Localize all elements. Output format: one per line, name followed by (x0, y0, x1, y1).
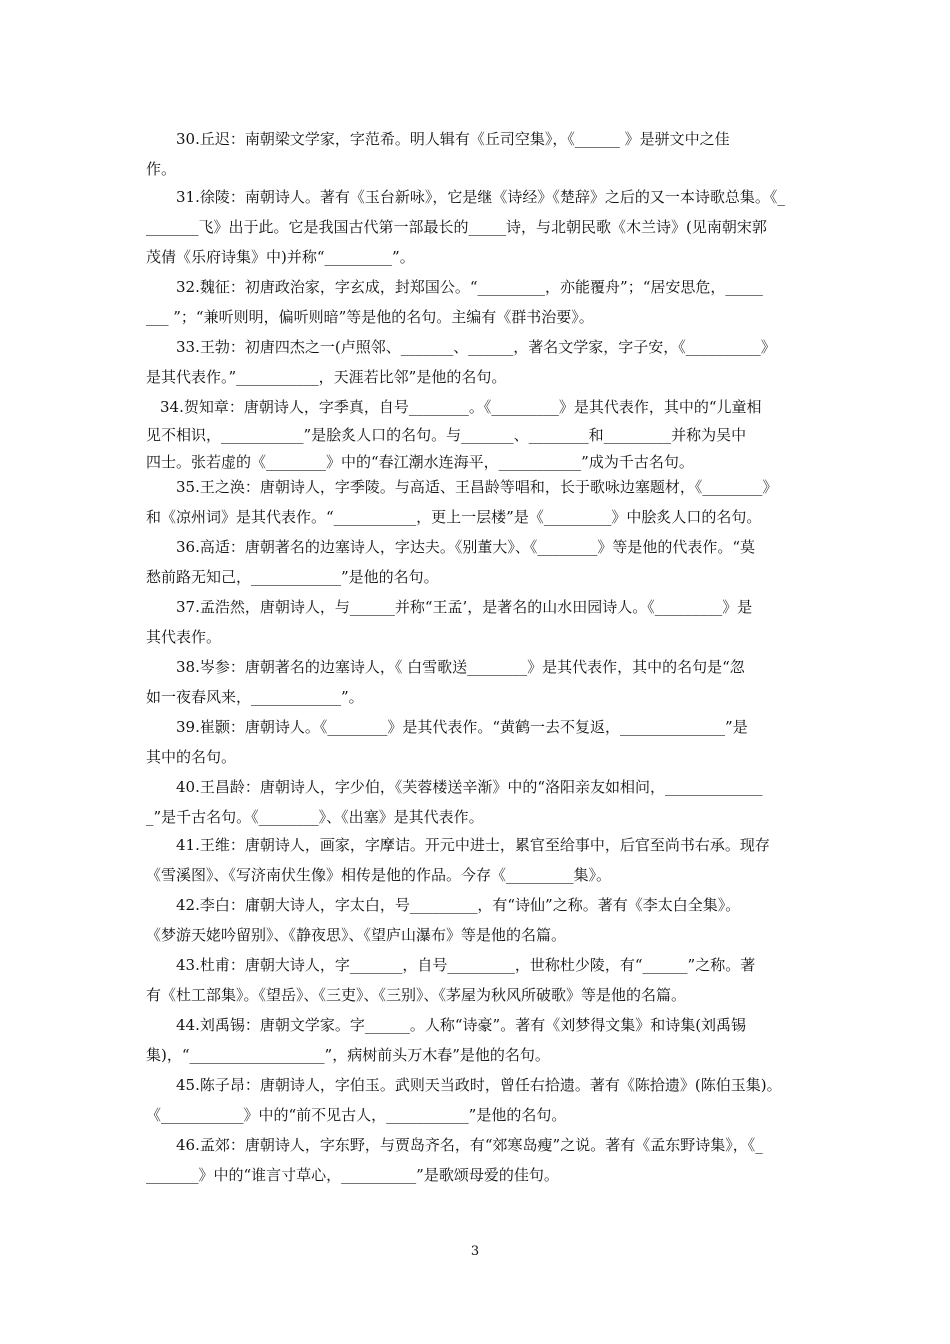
entry-text-line: 41.王维：唐朝诗人，画家，字摩诘。开元中进士，累官至给事中，后官至尚书右承。现存 (176, 836, 770, 854)
entry-text-line: 43.杜甫：唐朝大诗人，字_______，自号_________，世称杜少陵，有“______”之称。著 (176, 956, 756, 974)
entry-text-line: 和《凉州词》是其代表作。“___________，更上一层楼”是《_________》中脍炙人口的名句。 (146, 508, 762, 526)
entry-text-line: 如一夜春风来，____________”。 (146, 688, 364, 706)
entry-text-line: 35.王之涣：唐朝诗人，字季陵。与高适、王昌龄等唱和，长于歌咏边塞题材，《________》 (176, 478, 778, 496)
entry-text-line: 37.孟浩然，唐朝诗人，与______并称“王孟’，是著名的山水田园诗人。《_________》是 (176, 598, 753, 616)
entry-text-line: 40.王昌龄：唐朝诗人，字少伯，《芙蓉楼送辛渐》中的“洛阳亲友如相问，_____________ (176, 778, 763, 796)
entry-text-line: 作。 (146, 160, 177, 178)
entry-text-line: 46.孟郊：唐朝诗人，字东野，与贾岛齐名，有“郊寒岛瘦”之说。著有《孟东野诗集》，《_ (176, 1136, 763, 1154)
entry-text-line: 四士。张若虚的《________》中的“春江潮水连海平，___________”成为千古名句。 (146, 453, 694, 471)
entry-text-line: 愁前路无知己，____________”是他的名句。 (146, 568, 439, 586)
entry-text-line: 45.陈子昂：唐朝诗人，字伯玉。武则天当政时，曾任右拾遗。著有《陈拾遗》(陈伯玉集)。 (176, 1076, 782, 1094)
entry-text-line: 茂倩《乐府诗集》中)并称“_________”。 (146, 248, 415, 266)
entry-text-line: 有《杜工部集》。《望岳》、《三吏》、《三别》、《茅屋为秋风所破歌》等是他的名篇。 (146, 986, 687, 1004)
entry-text-line: _”是千古名句。《________》、《出塞》是其代表作。 (146, 808, 484, 826)
entry-text-line: 39.崔颢：唐朝诗人。《________》是其代表作。“黄鹤一去不复返，______________”是 (176, 718, 748, 736)
entry-text-line: 《雪溪图》、《写济南伏生像》相传是他的作品。今存《_________集》。 (146, 866, 612, 884)
entry-text-line: 44.刘禹锡：唐朝文学家。字______。人称“诗豪”。著有《刘梦得文集》和诗集(刘禹锡 (176, 1016, 747, 1034)
entry-text-line: 集)，“__________________”，病树前头万木春”是他的名句。 (146, 1046, 550, 1064)
entry-text-line: 38.岑参：唐朝著名的边塞诗人，《 白雪歌送________》是其代表作，其中的名句是“忽 (176, 658, 745, 676)
entry-text-line: 见不相识，___________”是脍炙人口的名句。与_______、________和_________并称为吴中 (146, 426, 747, 444)
entry-text-line: _______飞》出于此。它是我国古代第一部最长的_____诗，与北朝民歌《木兰诗》(见南朝宋郭 (146, 218, 767, 236)
entry-text-line: 34.贺知章：唐朝诗人，字季真，自号________。《_________》是其代表作，其中的“儿童相 (160, 398, 762, 416)
entry-text-line: 36.高适：唐朝著名的边塞诗人，字达夫。《别董大》、《________》等是他的代表作。“莫 (176, 538, 756, 556)
entry-text-line: _______》中的“谁言寸草心，__________”是歌颂母爱的佳句。 (146, 1166, 559, 1184)
entry-text-line: 31.徐陵：南朝诗人。著有《玉台新咏》，它是继《诗经》《楚辞》之后的又一本诗歌总集。《_ (176, 188, 785, 206)
entry-text-line: 其代表作。 (146, 628, 222, 646)
entry-text-line: 是其代表作。”___________，天涯若比邻”是他的名句。 (146, 368, 507, 386)
page-number: 3 (470, 1244, 480, 1259)
entry-text-line: 其中的名句。 (146, 748, 237, 766)
entry-text-line: ___ ”；“兼听则明，偏听则暗”等是他的名句。主编有《群书治要》。 (146, 308, 594, 326)
entry-text-line: 30.丘迟：南朝梁文学家，字范希。明人辑有《丘司空集》，《______ 》是骈文中之佳 (176, 130, 730, 148)
entry-text-line: 《___________》中的“前不见古人，___________”是他的名句。 (146, 1106, 567, 1124)
entry-text-line: 42.李白：庸朝大诗人，字太白，号_________，有“诗仙”之称。著有《李太白全集》。 (176, 896, 741, 914)
entry-text-line: 32.魏征：初唐政治家，字玄成，封郑国公。“_________，亦能覆舟”；“居安思危，_____ (176, 278, 763, 296)
entry-text-line: 33.王勃：初唐四杰之一(卢照邻、_______、______，著名文学家，字子安，《__________》 (176, 338, 776, 356)
entry-text-line: 《梦游天姥吟留别》、《静夜思》、《望庐山瀑布》等是他的名篇。 (146, 926, 567, 944)
